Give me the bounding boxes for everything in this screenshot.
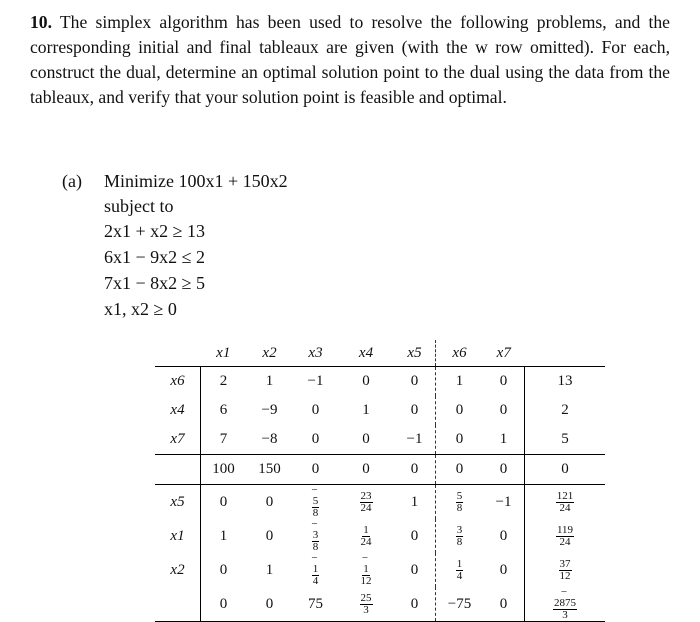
tableau-row <box>155 519 605 553</box>
tableau-cell <box>338 519 394 553</box>
tableau-cell: −1 <box>394 425 436 455</box>
tableau-cell: 0 <box>219 561 228 578</box>
rhs-cell: 2 <box>525 396 606 425</box>
tableau-cell: 0 <box>483 367 525 397</box>
tableau-cell: 1 <box>394 485 436 520</box>
tableau-cell <box>293 553 338 587</box>
basis-label <box>155 455 201 485</box>
tableau-cell: 0 <box>483 455 525 485</box>
tableau-cell <box>436 519 484 553</box>
col-header: x6 <box>452 344 467 361</box>
col-header: x3 <box>308 344 323 361</box>
objective: Minimize 100x1 + 150x2 <box>104 171 288 191</box>
tableau-cell: 0 <box>338 367 394 397</box>
subject-to: subject to <box>104 196 174 216</box>
simplex-tableau <box>155 340 605 622</box>
tableau-cell: 0 <box>394 396 436 425</box>
fraction: − $\frac{1}{4}$ <box>311 553 319 587</box>
tableau-cell: 0 <box>394 553 436 587</box>
tableau-cell: 0 <box>499 402 508 418</box>
tableau-cell: 1 <box>265 561 274 578</box>
tableau-cell: 0 <box>499 561 508 578</box>
tableau-cell: 0 <box>311 431 320 447</box>
fraction: $\frac{37}{12}$ <box>559 557 571 582</box>
fraction: − $\frac{1}{12}$ <box>360 553 373 587</box>
tableau-cell: 1 <box>436 367 484 397</box>
tableau-cell: 0 <box>362 431 370 447</box>
tableau-cell: 150 <box>246 455 293 485</box>
col-header: x2 <box>262 344 277 361</box>
basis-label <box>155 587 201 622</box>
tableau-cell: 1 <box>219 527 228 544</box>
problem-text: The simplex algorithm has been used to resolve the following problems, and the corresponding initial and final tableaux are given (with the w row omitted). For each, construct the dual, determine an optimal solution point to the dual using the data from the tableaux, and verify that your solution point is feasible and optimal. <box>30 12 670 107</box>
tableau-cell: 0 <box>394 519 436 553</box>
rhs-cell <box>525 519 606 553</box>
fraction: $\frac{5}{8}$ <box>456 489 463 514</box>
tableau-cell: 0 <box>455 402 464 418</box>
constraint-3: 7x1 − 8x2 ≥ 5 <box>104 273 206 293</box>
tableau-cell <box>436 553 484 587</box>
tableau-cell: 0 <box>201 587 247 622</box>
tableau-row <box>155 485 605 520</box>
tableau-cell: 1 <box>246 367 293 397</box>
col-header: x5 <box>394 340 436 367</box>
rhs-cell <box>525 587 606 622</box>
tableau-cell: 1 <box>499 431 508 447</box>
tableau-cell: 0 <box>338 455 394 485</box>
fraction: $\frac{121}{24}$ <box>556 489 574 514</box>
col-header: x1 <box>216 344 231 361</box>
tableau-row <box>155 396 605 425</box>
col-header: x4 <box>358 344 374 361</box>
tableau-cell <box>338 587 394 622</box>
basis-label: x4 <box>155 396 201 425</box>
basis-label: x5 <box>155 485 201 520</box>
tableau-row <box>155 367 605 397</box>
fraction: $\frac{119}{24}$ <box>556 523 574 548</box>
tableau-cell <box>293 519 338 553</box>
tableau-cell <box>293 485 338 520</box>
tableau-cell: 75 <box>293 587 338 622</box>
tableau-cell: 1 <box>362 402 370 418</box>
tableau-row <box>155 455 605 485</box>
problem-statement <box>30 10 670 110</box>
tableau-cell: 0 <box>394 587 436 622</box>
tableau-cell: 0 <box>201 485 247 520</box>
tableau-cell: 7 <box>219 431 228 447</box>
tableau-cell <box>338 485 394 520</box>
rhs-cell: 13 <box>525 367 606 397</box>
tableau-cell: 100 <box>201 455 247 485</box>
nonnegativity: x1, x2 ≥ 0 <box>104 299 177 319</box>
fraction: − $\frac{5}{8}$ <box>311 485 319 519</box>
tableau-row <box>155 425 605 455</box>
tableau-cell: −1 <box>483 485 525 520</box>
tableau-cell: 0 <box>265 527 274 544</box>
rhs-cell: 0 <box>525 455 606 485</box>
rhs-cell <box>525 553 606 587</box>
tableau-row <box>155 587 605 622</box>
constraint-1: 2x1 + x2 ≥ 13 <box>104 221 206 241</box>
tableau-cell: 0 <box>499 527 508 544</box>
tableau-row <box>155 553 605 587</box>
tableau-cell: 6 <box>219 402 228 418</box>
tableau-cell <box>436 485 484 520</box>
tableau-cell: 0 <box>455 431 464 447</box>
tableau-cell <box>338 553 394 587</box>
constraint-2: 6x1 − 9x2 ≤ 2 <box>104 247 206 267</box>
col-header: x7 <box>496 344 511 361</box>
rhs-cell <box>525 485 606 520</box>
basis-label: x1 <box>155 519 201 553</box>
tableau-cell: 0 <box>483 587 525 622</box>
tableau-cell: 0 <box>394 367 436 397</box>
tableau-cell: 0 <box>394 455 436 485</box>
tableau-cell: −1 <box>293 367 338 397</box>
fraction: − $\frac{3}{8}$ <box>311 519 319 553</box>
fraction: − $\frac{2875}{3}$ <box>553 587 577 621</box>
fraction: $\frac{25}{3}$ <box>360 591 372 616</box>
fraction: $\frac{23}{24}$ <box>360 489 372 514</box>
rhs-cell: 5 <box>525 425 606 455</box>
tableau-cell: 2 <box>201 367 247 397</box>
tableau-cell: −75 <box>436 587 484 622</box>
tableau-cell: 0 <box>246 587 293 622</box>
tableau-cell: 0 <box>436 455 484 485</box>
tableau-cell: −8 <box>261 431 278 447</box>
basis-label: x2 <box>155 553 201 587</box>
fraction: $\frac{1}{4}$ <box>456 557 463 582</box>
fraction: $\frac{1}{24}$ <box>360 523 372 548</box>
tableau-cell: 0 <box>311 402 320 418</box>
fraction: $\frac{3}{8}$ <box>456 523 463 548</box>
problem-number: 10. <box>30 12 52 32</box>
tableau-cell: −9 <box>261 402 278 418</box>
tableau-cell: 0 <box>246 485 293 520</box>
basis-label: x7 <box>155 425 201 455</box>
part-label: (a) <box>62 171 82 191</box>
tableau-cell: 0 <box>293 455 338 485</box>
basis-label: x6 <box>155 367 201 397</box>
